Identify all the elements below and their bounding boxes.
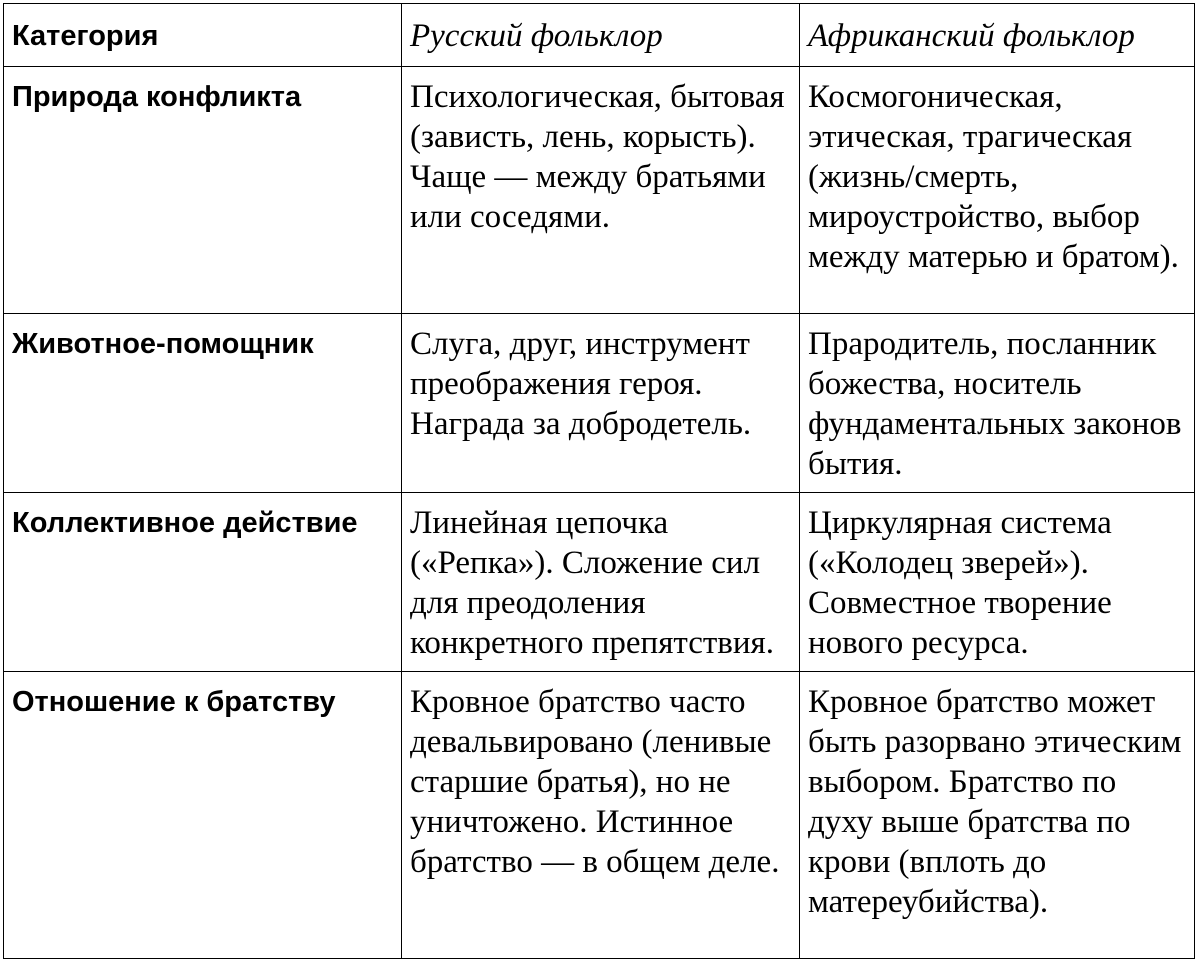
comparison-table (3, 3, 1195, 959)
table-row (4, 493, 1195, 672)
table-header-row (4, 4, 1195, 67)
table-row (4, 672, 1195, 959)
row-category: Коллективное действие (4, 493, 402, 672)
row-african-cell: Кровное братство может быть разорвано этическим выбором. Братство по духу выше братства по крови (вплоть до матереубийства). (800, 672, 1195, 959)
row-category: Животное-помощник (4, 314, 402, 493)
row-russian-cell: Линейная цепочка («Репка»). Сложение сил для преодоления конкретного препятствия. (402, 493, 800, 672)
header-russian-folklore: Русский фольклор (402, 4, 800, 67)
row-russian-cell: Слуга, друг, инструмент преображения героя. Награда за добродетель. (402, 314, 800, 493)
row-category: Природа конфликта (4, 67, 402, 314)
row-russian-cell: Кровное братство часто девальвировано (ленивые старшие братья), но не уничтожено. Истинное братство — в общем деле. (402, 672, 800, 959)
table-row (4, 314, 1195, 493)
row-african-cell: Циркулярная система («Колодец зверей»). Совместное творение нового ресурса. (800, 493, 1195, 672)
row-african-cell: Прародитель, посланник божества, носитель фундаментальных законов бытия. (800, 314, 1195, 493)
row-category: Отношение к братству (4, 672, 402, 959)
row-african-cell: Космогоническая, этическая, трагическая (жизнь/смерть, мироустройство, выбор между матерью и братом). (800, 67, 1195, 314)
header-african-folklore: Африканский фольклор (800, 4, 1195, 67)
header-category: Категория (4, 4, 402, 67)
table-row (4, 67, 1195, 314)
row-russian-cell: Психологическая, бытовая (зависть, лень, корысть). Чаще — между братьями или соседями. (402, 67, 800, 314)
